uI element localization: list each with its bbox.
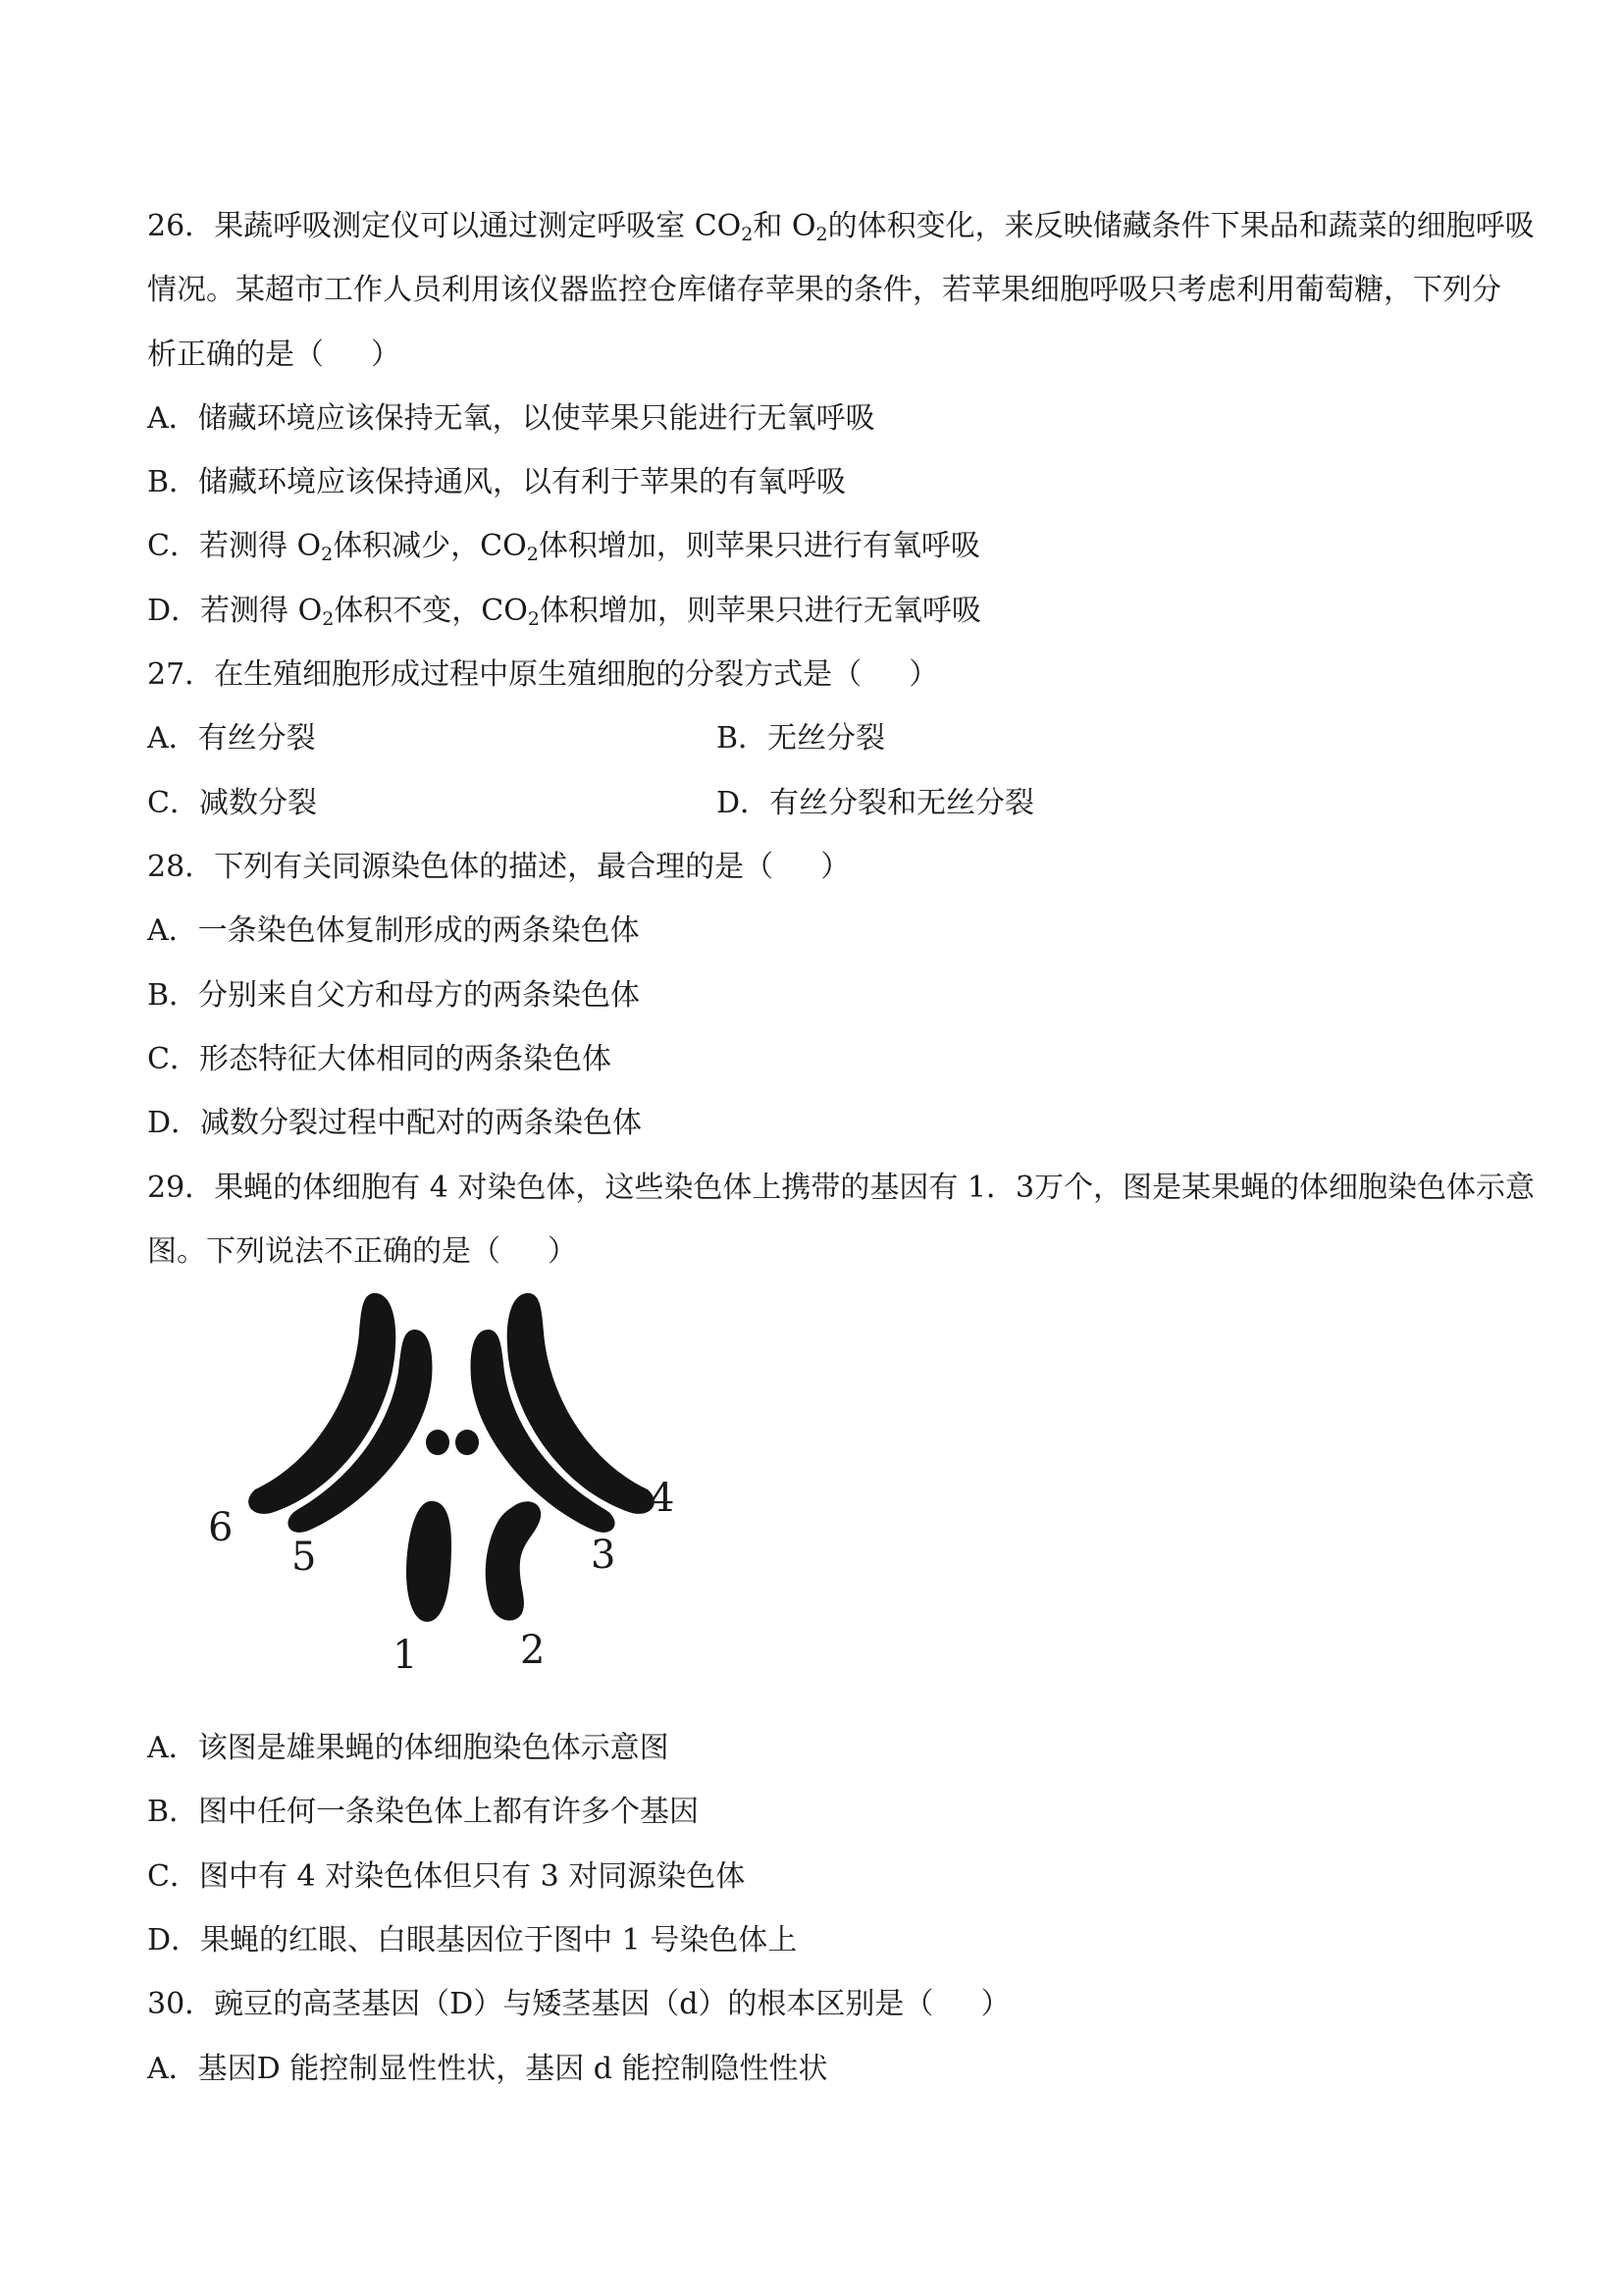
q30-stem: 30．豌豆的高茎基因（D）与矮茎基因（d）的根本区别是（ ） [147, 1987, 1011, 2021]
q29-stem-line2: 图。下列说法不正确的是（ ） [147, 1234, 577, 1269]
q30-option-a: A．基因D 能控制显性性状，基因 d 能控制隐性性状 [147, 2052, 828, 2086]
q26-option-c: C．若测得 $O_2$体积减少，$CO_2$体积增加，则苹果只进行有氧呼吸 [147, 529, 980, 565]
q27-option-b: B．无丝分裂 [716, 721, 886, 756]
q27-option-d: D．有丝分裂和无丝分裂 [716, 786, 1035, 820]
q28-option-a: A．一条染色体复制形成的两条染色体 [147, 913, 640, 948]
q27-option-c: C．减数分裂 [147, 786, 317, 820]
label-2: 2 [520, 1628, 546, 1673]
label-3: 3 [591, 1533, 616, 1578]
q26-stem-line2: 情况。某超市工作人员利用该仪器监控仓库储存苹果的条件，若苹果细胞呼吸只考虑利用葡萄糖，下列分 [147, 273, 1501, 307]
q29-stem-line1: 29．果蝇的体细胞有 4 对染色体，这些染色体上携带的基因有 1．3万个，图是某果蝇的体细胞染色体示意 [147, 1171, 1536, 1205]
q28-option-b: B．分别来自父方和母方的两条染色体 [147, 978, 641, 1013]
q29-option-b: B．图中任何一条染色体上都有许多个基因 [147, 1795, 700, 1829]
q26-option-d: D．若测得 $O_2$体积不变，$CO_2$体积增加，则苹果只进行无氧呼吸 [147, 594, 981, 630]
q26-stem-line1: 26．果蔬呼吸测定仪可以通过测定呼吸室 $CO_2$和 $O_2$的体积变化，来反映储藏条件下果品和蔬菜的细胞呼吸 [147, 209, 1535, 245]
q26-stem-line3: 析正确的是（ ） [147, 338, 400, 372]
chromosome-diagram [196, 1285, 707, 1678]
chromosome-2 [486, 1501, 541, 1620]
dot-chromosome [455, 1430, 479, 1455]
q28-option-d: D．减数分裂过程中配对的两条染色体 [147, 1106, 643, 1140]
chromosome-1 [406, 1501, 451, 1622]
label-5: 5 [291, 1535, 317, 1580]
q26-option-b: B．储藏环境应该保持通风，以有利于苹果的有氧呼吸 [147, 465, 847, 499]
q28-stem: 28．下列有关同源染色体的描述，最合理的是（ ） [147, 850, 851, 884]
q27-option-a: A．有丝分裂 [147, 721, 316, 756]
q26-option-a: A．储藏环境应该保持无氧，以使苹果只能进行无氧呼吸 [147, 401, 875, 436]
q29-option-a: A．该图是雄果蝇的体细胞染色体示意图 [147, 1731, 669, 1765]
q27-stem: 27．在生殖细胞形成过程中原生殖细胞的分裂方式是（ ） [147, 657, 939, 692]
q28-option-c: C．形态特征大体相同的两条染色体 [147, 1042, 611, 1076]
dot-chromosome [426, 1430, 449, 1455]
q29-option-c: C．图中有 4 对染色体但只有 3 对同源染色体 [147, 1859, 746, 1894]
label-6: 6 [208, 1505, 234, 1550]
label-1: 1 [393, 1633, 418, 1678]
label-4: 4 [650, 1476, 675, 1521]
q29-option-d: D．果蝇的红眼、白眼基因位于图中 1 号染色体上 [147, 1923, 798, 1957]
